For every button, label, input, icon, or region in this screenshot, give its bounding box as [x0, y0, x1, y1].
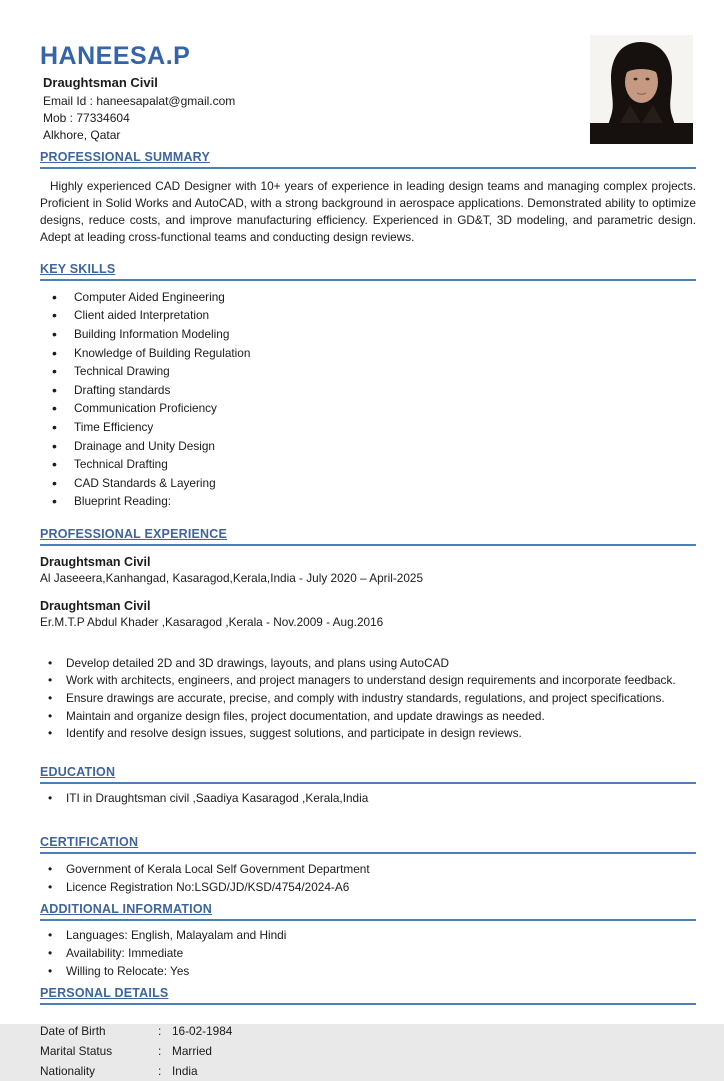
section-heading-label: ADDITIONAL INFORMATION	[40, 901, 212, 916]
list-item: • Technical Drawing	[40, 362, 696, 381]
list-item: • Licence Registration No:LSGD/JD/KSD/4754/2024-A6	[40, 878, 696, 896]
list-item: • Willing to Relocate: Yes	[40, 962, 696, 980]
list-item: • Time Efficiency	[40, 418, 696, 437]
experience-duties-list	[40, 654, 696, 742]
list-item: • Drainage and Unity Design	[40, 437, 696, 456]
list-item: • Identify and resolve design issues, suggest solutions, and participate in design reviews.	[40, 725, 696, 743]
list-item: • Technical Drafting	[40, 455, 696, 474]
list-item: • Availability: Immediate	[40, 944, 696, 962]
detail-separator: :	[158, 1043, 162, 1058]
education-list	[40, 790, 696, 808]
detail-value: 16-02-1984	[172, 1023, 233, 1038]
detail-label: Date of Birth	[40, 1023, 106, 1038]
job-employer-dates: Al Jaseeera,Kanhangad, Kasaragod,Kerala,India - July 2020 – April-2025	[40, 571, 424, 586]
section-heading-label: PROFESSIONAL EXPERIENCE	[40, 527, 228, 542]
email-line: Email Id : haneesapalat@gmail.com	[43, 94, 236, 108]
location-line: Alkhore, Qatar	[43, 128, 121, 142]
list-item: • Government of Kerala Local Self Government Department	[40, 860, 696, 878]
section-heading-label: EDUCATION	[40, 764, 116, 779]
list-item: • Knowledge of Building Regulation	[40, 344, 696, 363]
section-heading-personal-details	[40, 984, 696, 1005]
list-item: • Blueprint Reading:	[40, 493, 696, 512]
list-item: • Communication Proficiency	[40, 400, 696, 419]
job-employer-dates: Er.M.T.P Abdul Khader ,Kasaragod ,Kerala - Nov.2009 - Aug.2016	[40, 615, 384, 630]
candidate-job-title: Draughtsman Civil	[43, 75, 158, 90]
table-row	[40, 1041, 696, 1061]
key-skills-list	[40, 288, 696, 511]
profile-photo	[590, 35, 693, 144]
list-item: • Languages: English, Malayalam and Hindi	[40, 927, 696, 945]
table-row	[40, 1061, 696, 1081]
personal-details-table	[40, 1021, 696, 1081]
list-item: • Client aided Interpretation	[40, 307, 696, 326]
table-row	[40, 1021, 696, 1041]
mobile-line: Mob : 77334604	[43, 111, 130, 125]
detail-separator: :	[158, 1023, 162, 1038]
section-heading-label: KEY SKILLS	[40, 262, 116, 276]
section-heading-label: PROFESSIONAL SUMMARY	[40, 150, 210, 164]
section-heading-key-skills	[40, 260, 696, 281]
experience-entry	[40, 599, 696, 630]
certification-list	[40, 860, 696, 895]
list-item: • CAD Standards & Layering	[40, 474, 696, 493]
list-item: • Work with architects, engineers, and project managers to understand design requirements and incorporate feedback.	[40, 672, 696, 690]
detail-value: India	[172, 1063, 198, 1078]
detail-separator: :	[158, 1063, 162, 1078]
experience-entry	[40, 555, 696, 586]
list-item: • Building Information Modeling	[40, 325, 696, 344]
detail-value: Married	[172, 1043, 212, 1058]
section-heading-label: PERSONAL DETAILS	[40, 985, 169, 1000]
section-heading-additional-information	[40, 900, 696, 921]
job-title: Draughtsman Civil	[40, 599, 151, 614]
portrait-illustration	[590, 35, 693, 144]
list-item: • Develop detailed 2D and 3D drawings, layouts, and plans using AutoCAD	[40, 654, 696, 672]
list-item: • Ensure drawings are accurate, precise, and comply with industry standards, regulations, and project specifications.	[40, 690, 696, 708]
section-heading-label: CERTIFICATION	[40, 835, 139, 850]
detail-label: Nationality	[40, 1063, 96, 1078]
section-heading-certification	[40, 833, 696, 854]
summary-paragraph: Highly experienced CAD Designer with 10+ years of experience in leading design teams and managing complex projects. Proficient in Solid Works and AutoCAD, with a strong background in aerospace applications. Demonstrated ability to optimize designs, reduce costs, and improve manufacturing efficiency. Experienced in GD&T, 3D modeling, and parametric design. Adept at leading cross-functional teams and conducting design reviews.	[40, 179, 696, 244]
section-heading-education	[40, 763, 696, 784]
list-item: • Maintain and organize design files, project documentation, and update drawings as needed.	[40, 707, 696, 725]
list-item: • Drafting standards	[40, 381, 696, 400]
section-heading-professional-summary	[40, 148, 696, 169]
detail-label: Marital Status	[40, 1043, 113, 1058]
additional-info-list	[40, 927, 696, 980]
list-item: • ITI in Draughtsman civil ,Saadiya Kasaragod ,Kerala,India	[40, 790, 696, 808]
candidate-name: HANEESA.P	[40, 42, 191, 70]
list-item: • Computer Aided Engineering	[40, 288, 696, 307]
section-heading-professional-experience	[40, 525, 696, 546]
job-title: Draughtsman Civil	[40, 555, 151, 570]
